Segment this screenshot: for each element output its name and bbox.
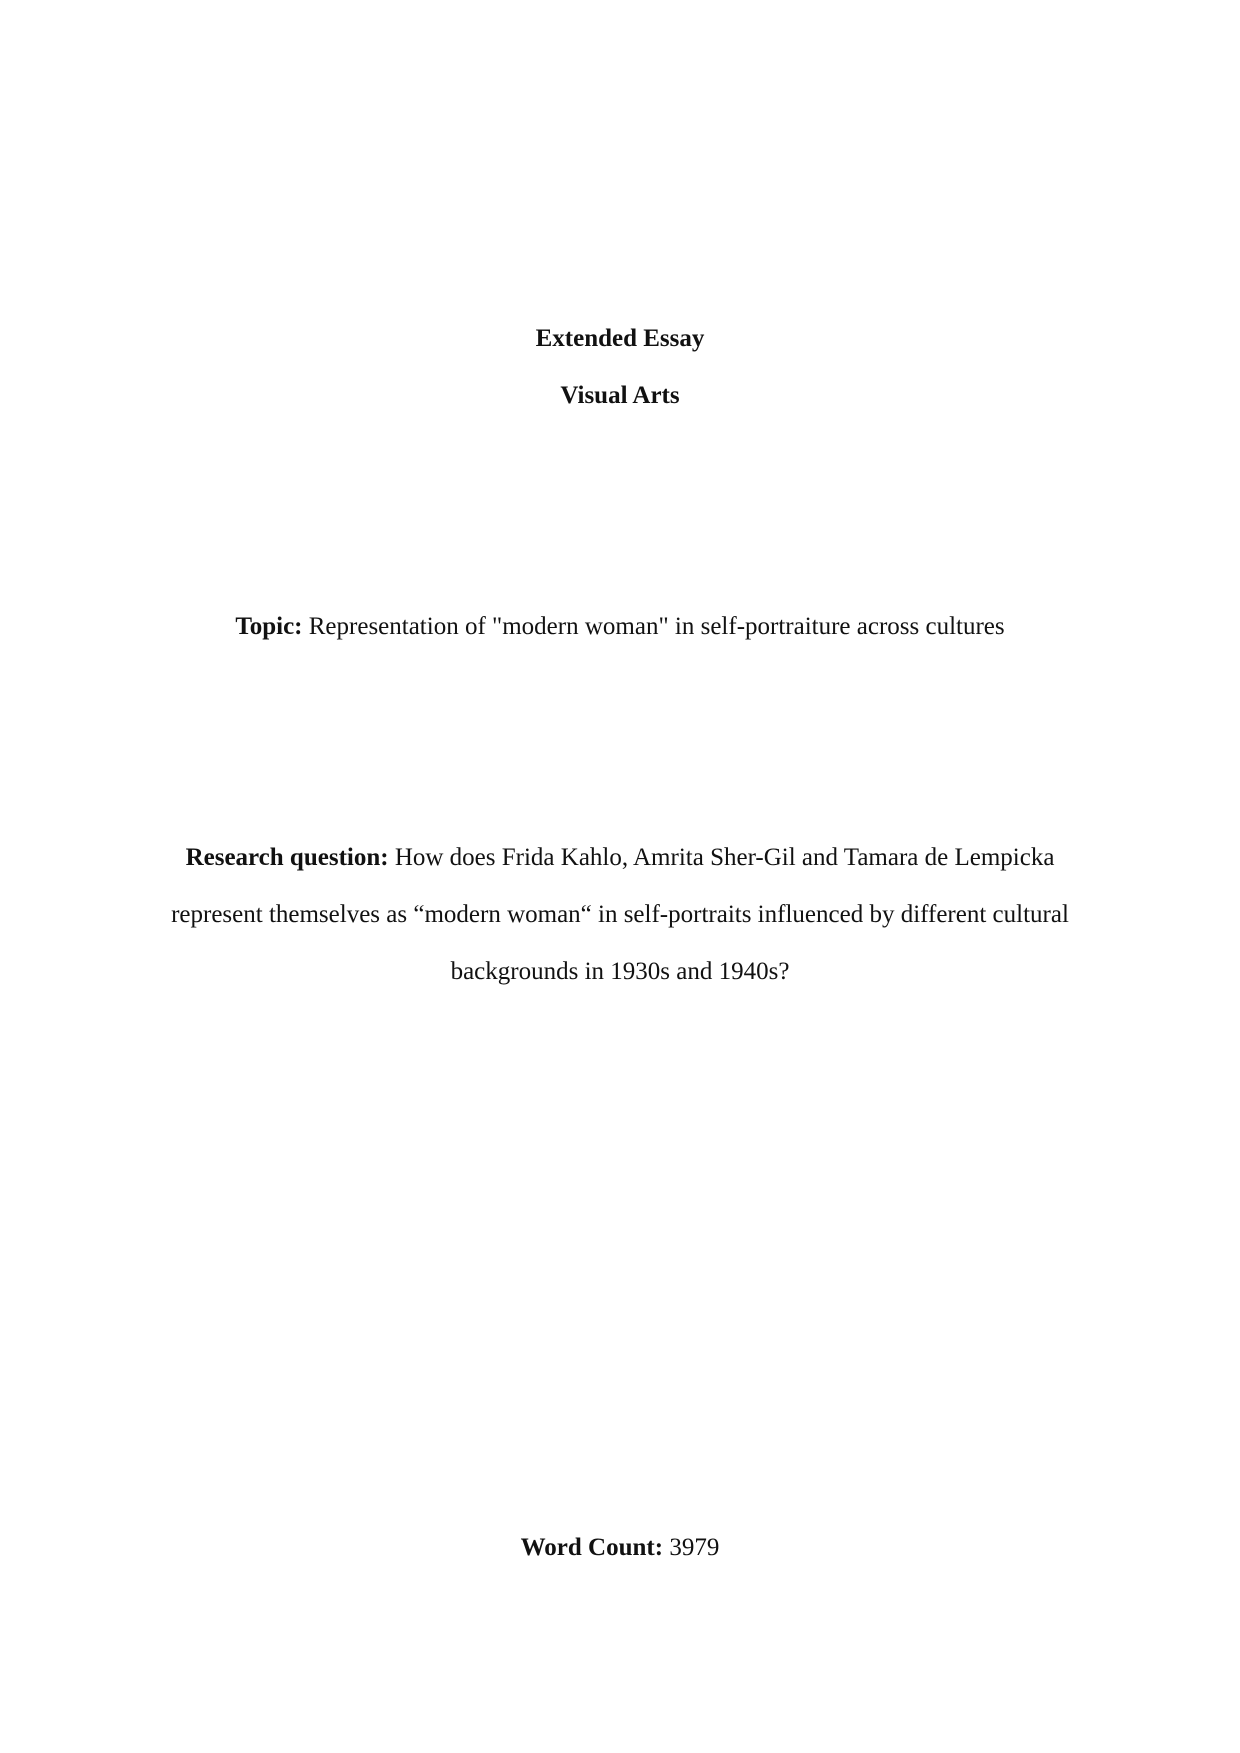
topic-label: Topic: <box>235 613 303 640</box>
research-question-line-3: backgrounds in 1930s and 1940s? <box>450 958 790 985</box>
research-question-text-1: How does Frida Kahlo, Amrita Sher-Gil and Tamara de Lempicka <box>388 844 1055 871</box>
word-count-label: Word Count: <box>520 1534 664 1561</box>
essay-subject: Visual Arts <box>560 382 680 409</box>
topic-text: Representation of "modern woman" in self-portraiture across cultures <box>302 613 1005 640</box>
word-count-value: 3979 <box>663 1534 720 1561</box>
word-count-line <box>0 1533 1240 1563</box>
essay-title: Extended Essay <box>535 325 705 352</box>
research-question-line-1 <box>0 843 1240 873</box>
research-question-line-2: represent themselves as “modern woman“ in self-portraits influenced by different cultural <box>171 901 1069 928</box>
topic-line <box>0 612 1240 642</box>
research-question-label: Research question: <box>185 844 389 871</box>
